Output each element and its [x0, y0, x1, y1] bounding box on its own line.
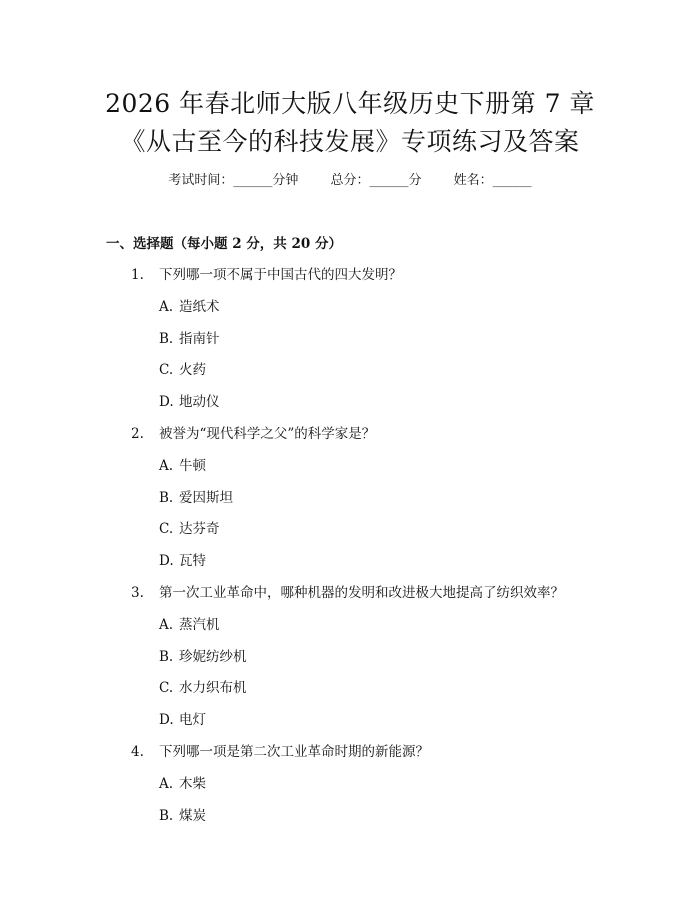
option-letter: D.: [159, 394, 174, 410]
option-4b: [159, 804, 206, 824]
option-text: 地动仪: [179, 394, 220, 410]
option-4a: [159, 772, 206, 792]
option-letter: A.: [159, 299, 174, 315]
option-letter: C.: [159, 680, 174, 696]
option-letter: B.: [159, 808, 174, 824]
question-2: [131, 422, 375, 442]
option-text: 火药: [179, 362, 206, 378]
student-name-field: 姓名：______: [453, 173, 532, 188]
exam-meta: [0, 169, 700, 188]
option-1c: [159, 358, 206, 378]
option-text: 达芬奇: [179, 521, 220, 537]
question-text: 下列哪一项不属于中国古代的四大发明？: [159, 267, 402, 283]
option-2d: [159, 549, 206, 569]
option-letter: C.: [159, 521, 174, 537]
option-letter: A.: [159, 458, 174, 474]
question-number: 1.: [131, 267, 144, 283]
question-number: 3.: [131, 585, 144, 601]
question-3: [131, 581, 564, 601]
option-letter: B.: [159, 490, 174, 506]
option-text: 牛顿: [179, 458, 206, 474]
question-text: 下列哪一项是第二次工业革命时期的新能源？: [159, 744, 429, 760]
option-letter: D.: [159, 553, 174, 569]
option-text: 水力织布机: [179, 680, 247, 696]
question-number: 4.: [131, 744, 144, 760]
title-line-1: 2026 年春北师大版八年级历史下册第 7 章: [105, 89, 595, 118]
option-letter: A.: [159, 776, 174, 792]
option-letter: C.: [159, 362, 174, 378]
question-1: [131, 263, 402, 283]
option-text: 蒸汽机: [179, 617, 220, 633]
option-1b: [159, 327, 220, 347]
total-score-field: 总分：______分: [330, 173, 422, 188]
question-4: [131, 740, 429, 760]
option-letter: A.: [159, 617, 174, 633]
question-text: 被誉为“现代科学之父”的科学家是？: [159, 426, 376, 442]
title-line-2: 《从古至今的科技发展》专项练习及答案: [120, 127, 580, 156]
section-heading: 一、选择题（每小题 2 分，共 20 分）: [106, 236, 342, 252]
option-1d: [159, 390, 220, 410]
option-3b: [159, 645, 247, 665]
option-letter: B.: [159, 649, 174, 665]
option-2b: [159, 486, 233, 506]
option-text: 指南针: [179, 331, 220, 347]
option-1a: [159, 295, 220, 315]
question-text: 第一次工业革命中，哪种机器的发明和改进极大地提高了纺织效率？: [159, 585, 564, 601]
option-3c: [159, 676, 247, 696]
option-text: 爱因斯坦: [179, 490, 233, 506]
option-3a: [159, 613, 220, 633]
option-3d: [159, 708, 206, 728]
option-text: 珍妮纺纱机: [179, 649, 247, 665]
exam-time-field: 考试时间：______分钟: [168, 173, 299, 188]
option-letter: B.: [159, 331, 174, 347]
option-2a: [159, 454, 206, 474]
option-text: 煤炭: [179, 808, 206, 824]
option-letter: D.: [159, 712, 174, 728]
option-text: 瓦特: [179, 553, 206, 569]
option-2c: [159, 517, 220, 537]
question-number: 2.: [131, 426, 144, 442]
option-text: 造纸术: [179, 299, 220, 315]
option-text: 木柴: [179, 776, 206, 792]
option-text: 电灯: [179, 712, 206, 728]
